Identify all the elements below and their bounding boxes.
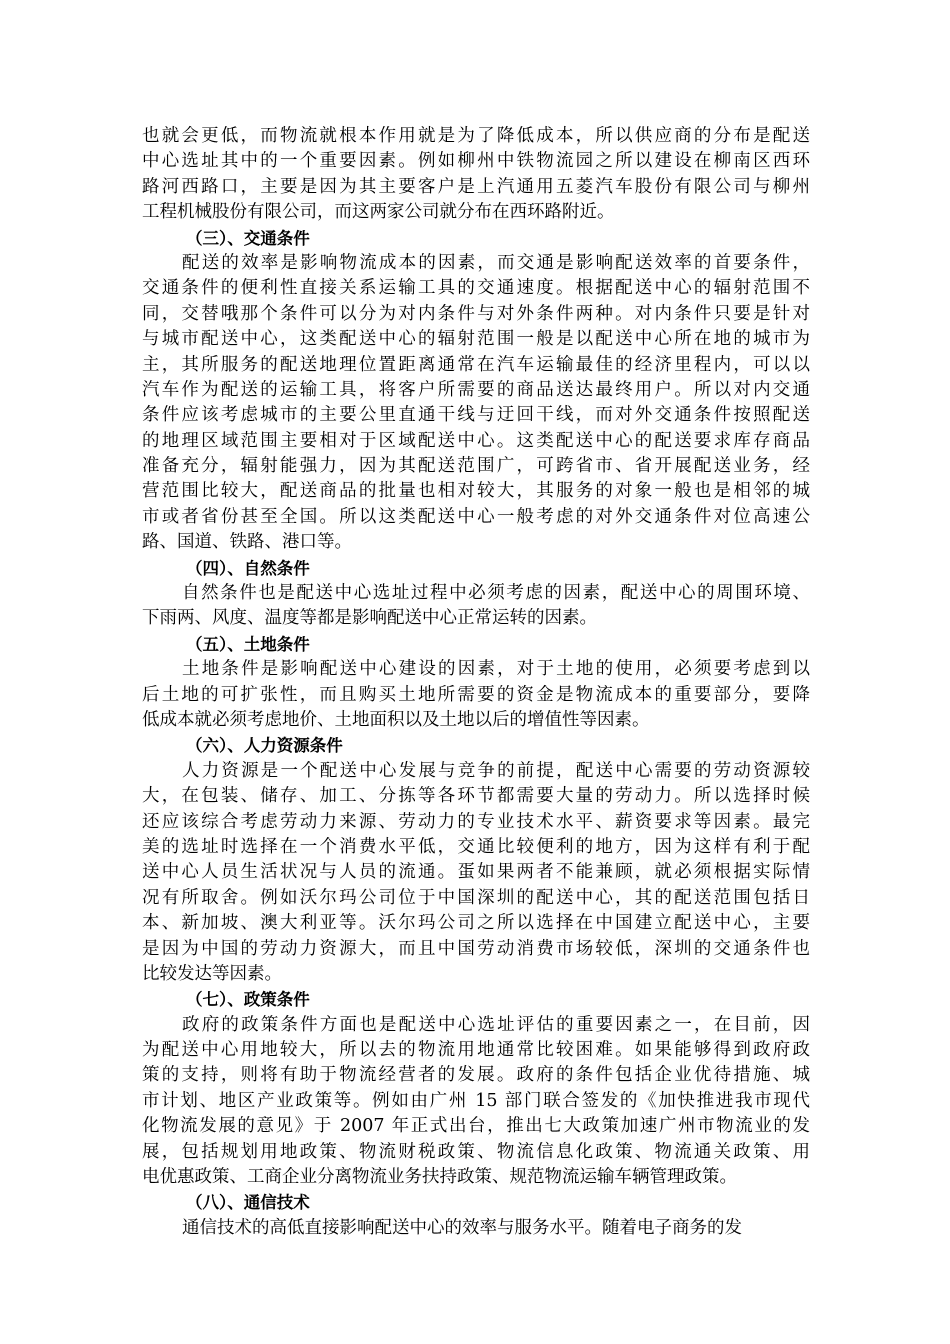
text-line: 市或者省份甚至全国。所以这类配送中心一般考虑的对外交通条件对位高速公 — [142, 506, 810, 527]
paragraph — [142, 251, 810, 556]
paragraph — [142, 1216, 810, 1241]
text-line: 比较发达等因素。 — [142, 963, 282, 984]
text-line: 的地理区域范围主要相对于区域配送中心。这类配送中心的配送要求库存商品 — [142, 430, 810, 451]
text-line: 送中心人员生活状况与人员的流通。蛋如果两者不能兼顾，就必须根据实际情 — [142, 862, 810, 883]
section-heading: （六）、人力资源条件 — [186, 736, 343, 756]
text-line: 还应该综合考虑劳动力来源、劳动力的专业技术水平、薪资要求等因素。最完 — [142, 811, 810, 832]
text-line: 配送的效率是影响物流成本的因素，而交通是影响配送效率的首要条件， — [182, 252, 810, 273]
paragraph — [142, 1013, 810, 1191]
paragraph — [142, 124, 810, 226]
text-line: 路、国道、铁路、港口等。 — [142, 532, 352, 553]
text-line: 工程机械股份有限公司，而这两家公司就分布在西环路附近。 — [142, 202, 615, 223]
text-line: 营范围比较大，配送商品的批量也相对较大，其服务的对象一般也是相邻的城 — [142, 481, 810, 502]
text-line: 美的选址时选择在一个消费水平低，交通比较便利的地方，因为这样有利于配 — [142, 836, 810, 857]
text-line: 条件应该考虑城市的主要公里直通干线与迂回干线，而对外交通条件按照配送 — [142, 405, 810, 426]
text-line: 汽车作为配送的运输工具，将客户所需要的商品送达最终用户。所以对内交通 — [142, 379, 810, 400]
section-heading: （五）、土地条件 — [186, 634, 310, 654]
text-line: 低成本就必须考虑地价、土地面积以及土地以后的增值性等因素。 — [142, 709, 650, 730]
text-line: 下雨两、风度、温度等都是影响配送中心正常运转的因素。 — [142, 608, 597, 629]
text-line: 自然条件也是配送中心选址过程中必须考虑的因素，配送中心的周围环境、 — [182, 583, 810, 604]
section-heading: （三）、交通条件 — [186, 228, 310, 248]
text-line: 展，包括规划用地政策、物流财税政策、物流信息化政策、物流通关政策、用 — [142, 1141, 810, 1162]
text-line: 人力资源是一个配送中心发展与竞争的前提，配送中心需要的劳动资源较 — [182, 760, 810, 781]
text-line: 本、新加坡、澳大利亚等。沃尔玛公司之所以选择在中国建立配送中心，主要 — [142, 913, 810, 934]
text-line: 准备充分，辐射能强力，因为其配送范围广，可跨省市、省开展配送业务，经 — [142, 456, 810, 477]
text-line: 与城市配送中心，这类配送中心的辐射范围一般是以配送中心所在地的城市为 — [142, 329, 810, 350]
text-line: 为配送中心用地较大，所以去的物流用地通常比较困难。如果能够得到政府政 — [142, 1040, 810, 1061]
paragraph — [142, 759, 810, 988]
document-body — [142, 124, 810, 1241]
text-line: 同，交替哦那个条件可以分为对内条件与对外条件两种。对内条件只要是针对 — [142, 303, 810, 324]
paragraph — [142, 581, 810, 632]
text-line: 交通条件的便利性直接关系运输工具的交通速度。根据配送中心的辐射范围不 — [142, 278, 810, 299]
text-line: 路河西路口，主要是因为其主要客户是上汽通用五菱汽车股份有限公司与柳州 — [142, 176, 810, 197]
text-line: 电优惠政策、工商企业分离物流业务扶持政策、规范物流运输车辆管理政策。 — [142, 1167, 737, 1188]
section-heading: （八）、通信技术 — [186, 1193, 310, 1213]
text-line: 后土地的可扩张性，而且购买土地所需要的资金是物流成本的重要部分，要降 — [142, 684, 810, 705]
text-line: 市计划、地区产业政策等。例如由广州 15 部门联合签发的《加快推进我市现代 — [142, 1090, 810, 1111]
text-line: 化物流发展的意见》于 2007 年正式出台，推出七大政策加速广州市物流业的发 — [142, 1116, 810, 1137]
text-line: 主，其所服务的配送地理位置距离通常在汽车运输最佳的经济里程内，可以以 — [142, 354, 810, 375]
text-line: 也就会更低，而物流就根本作用就是为了降低成本，所以供应商的分布是配送 — [142, 126, 810, 146]
text-line: 大，在包装、储存、加工、分拣等各环节都需要大量的劳动力。所以选择时候 — [142, 786, 810, 807]
text-line: 政府的政策条件方面也是配送中心选址评估的重要因素之一，在目前，因 — [182, 1014, 810, 1035]
text-line: 况有所取舍。例如沃尔玛公司位于中国深圳的配送中心，其的配送范围包括日 — [142, 887, 810, 908]
text-line: 策的支持，则将有助于物流经营者的发展。政府的条件包括企业优待措施、城 — [142, 1065, 810, 1086]
text-line: 中心选址其中的一个重要因素。例如柳州中铁物流园之所以建设在柳南区西环 — [142, 151, 810, 172]
text-line: 土地条件是影响配送中心建设的因素，对于土地的使用，必须要考虑到以 — [182, 659, 810, 680]
paragraph — [142, 657, 810, 733]
text-line: 通信技术的高低直接影响配送中心的效率与服务水平。随着电子商务的发 — [182, 1217, 742, 1238]
text-line: 是因为中国的劳动力资源大，而且中国劳动消费市场较低，深圳的交通条件也 — [142, 938, 810, 959]
section-heading: （四）、自然条件 — [186, 558, 310, 578]
section-heading: （七）、政策条件 — [186, 990, 310, 1010]
